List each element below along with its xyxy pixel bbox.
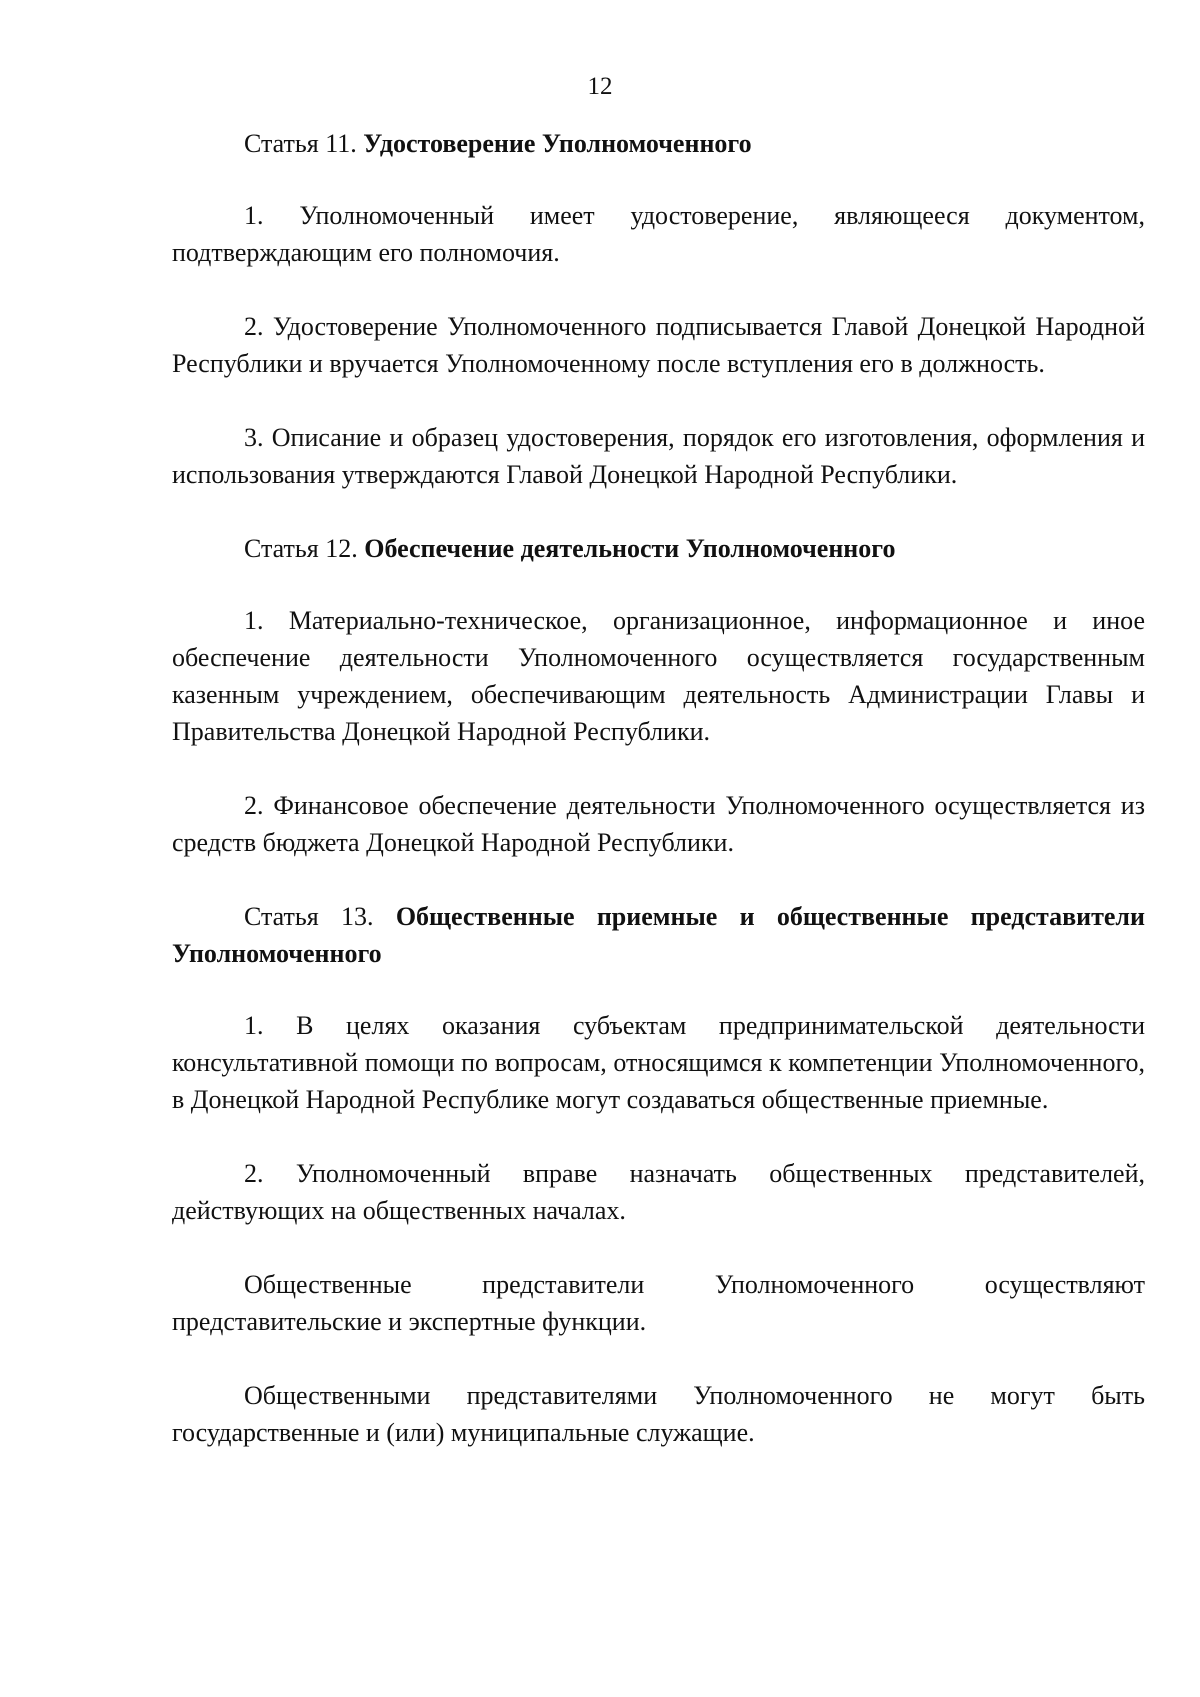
paragraph: 1. В целях оказания субъектам предпринимательской деятельности консультативной помощи по вопросам, относящимся к компетенции Уполномоченного, в Донецкой Народной Республике могут создаваться общественные приемные. [172, 1011, 1145, 1114]
article-label: Статья 13. [244, 902, 374, 931]
article-title: Обеспечение деятельности Уполномоченного [364, 534, 896, 563]
article-13 [172, 898, 1145, 1451]
page-number: 12 [587, 73, 613, 100]
article-label: Статья 11. [244, 129, 357, 158]
paragraph: 3. Описание и образец удостоверения, порядок его изготовления, оформления и использования утверждаются Главой Донецкой Народной Республики. [172, 423, 1145, 489]
article-heading [172, 530, 1145, 567]
paragraph: 2. Финансовое обеспечение деятельности Уполномоченного осуществляется из средств бюджета Донецкой Народной Республики. [172, 791, 1145, 857]
article-heading [172, 125, 1145, 162]
paragraph: 1. Материально-техническое, организационное, информационное и иное обеспечение деятельности Уполномоченного осуществляется государственным казенным учреждением, обеспечивающим деятельность Администрации Главы и Правительства Донецкой Народной Республики. [172, 606, 1145, 746]
article-label: Статья 12. [244, 534, 358, 563]
paragraph: Общественные представители Уполномоченного осуществляют представительские и экспертные функции. [172, 1270, 1145, 1336]
paragraph: 1. Уполномоченный имеет удостоверение, являющееся документом, подтверждающим его полномочия. [172, 201, 1145, 267]
article-title: Общественные приемные и общественные представители Уполномоченного [172, 902, 1145, 968]
article-title: Удостоверение Уполномоченного [363, 129, 752, 158]
paragraph: Общественными представителями Уполномоченного не могут быть государственные и (или) муниципальные служащие. [172, 1381, 1145, 1447]
article-heading [172, 898, 1145, 972]
paragraph: 2. Уполномоченный вправе назначать общественных представителей, действующих на общественных началах. [172, 1159, 1145, 1225]
article-11 [172, 125, 1145, 493]
article-12 [172, 530, 1145, 861]
paragraph: 2. Удостоверение Уполномоченного подписывается Главой Донецкой Народной Республики и вручается Уполномоченному после вступления его в должность. [172, 312, 1145, 378]
document-body [172, 125, 1145, 1451]
